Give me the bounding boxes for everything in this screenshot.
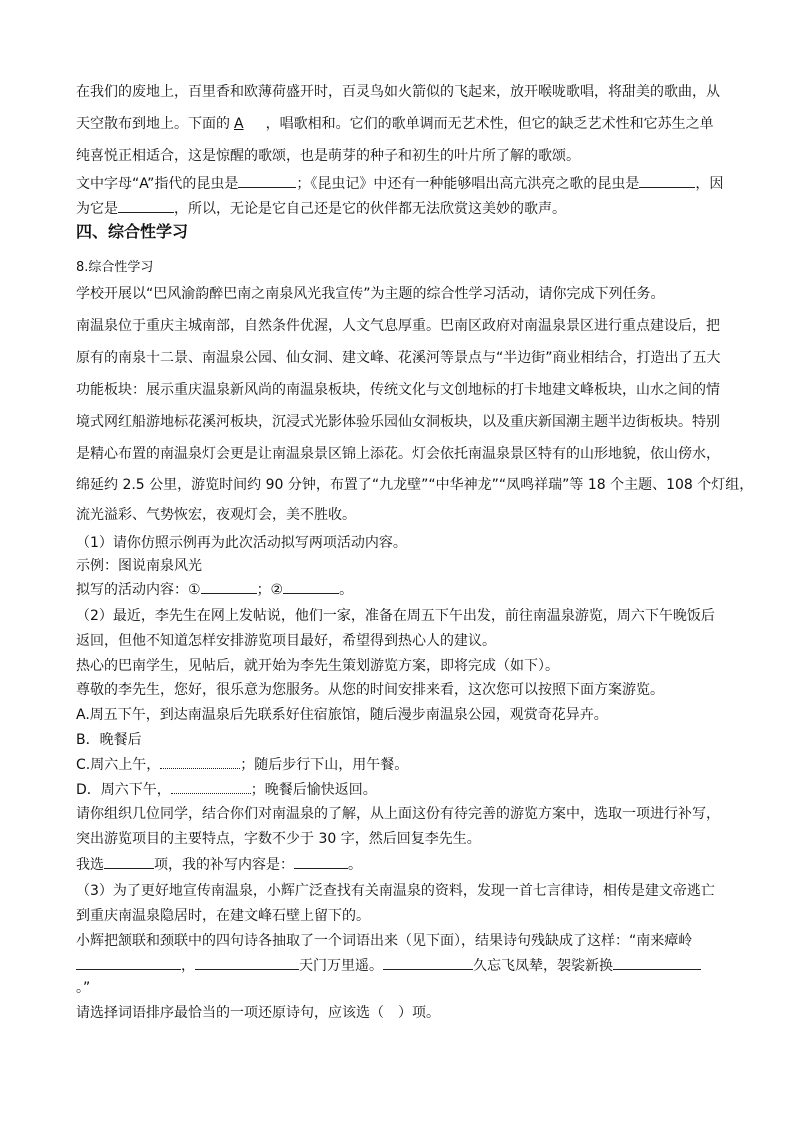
poem-text: ， <box>181 958 195 974</box>
subquestion-3-line-1 <box>76 878 726 904</box>
subquestion-3-line-2 <box>76 903 726 929</box>
material-text: 绵延约 2.5 公里，游览时间约 90 分钟，布置了“九龙壁”“中华神龙”“凤鸣祥瑞”等 18 个主题、108 个灯组， <box>76 477 754 493</box>
requirement-line-2 <box>76 826 726 852</box>
plan-text: A.周五下午，到达南温泉后先联系好住宿旅馆，随后漫步南温泉公园，观赏奇花异卉。 <box>76 707 608 723</box>
plan-option-c <box>76 752 726 778</box>
requirement-text: 突出游览项目的主要特点，字数不少于 30 字，然后回复李先生。 <box>76 831 481 847</box>
question-text: ，所以，无论是它自己还是它的伙伴都无法欣赏这美妙的歌声。 <box>174 201 566 217</box>
answer-prompt: 我选 <box>76 857 104 873</box>
section-heading: 四、综合性学习 <box>76 222 189 241</box>
answer-blank[interactable] <box>283 579 339 594</box>
answer-prompt: 。 <box>348 857 362 873</box>
passage-text: 在我们的废地上，百里香和欧薄荷盛开时，百灵鸟如火箭似的飞起来，放开喉咙歌唱，将甜美的歌曲，从 <box>76 84 720 100</box>
plan-option-d <box>76 777 726 803</box>
question-number: 8.综合性学习 <box>76 260 154 275</box>
material-text: 原有的南泉十二景、南温泉公园、仙女洞、建文峰、花溪河等景点与“半边街”商业相结合，打造出了五大 <box>76 350 721 366</box>
subquestion-text: 热心的巴南学生，见帖后，就开始为李先生策划游览方案，即将完成（如下）。 <box>76 658 559 674</box>
subquestion-text: （1）请你仿照示例再为此次活动拟写两项活动内容。 <box>76 535 407 551</box>
passage-line-1 <box>76 79 726 105</box>
answer-blank[interactable] <box>104 854 154 869</box>
subquestion-text: 到重庆南温泉隐居时，在建文峰石壁上留下的。 <box>76 908 370 924</box>
subquestion-2-line-4 <box>76 677 726 703</box>
answer-prompt: ；② <box>256 582 284 598</box>
poem-text: 久忘飞凤辇， <box>473 958 557 974</box>
question-text: 文中字母“A”指代的昆虫是 <box>76 176 239 192</box>
answer-blank[interactable] <box>201 579 257 594</box>
plan-text: D．周六下午， <box>76 782 171 798</box>
subquestion-3-line-3 <box>76 928 726 954</box>
answer-line-2 <box>76 852 726 878</box>
question-label <box>76 255 726 281</box>
answer-prompt: 项，我的补写内容是： <box>154 857 294 873</box>
material-text: 流光溢彩、气势恢宏，夜观灯会，美不胜收。 <box>76 507 356 523</box>
poem-line-end <box>76 975 726 1001</box>
subquestion-2-line-3 <box>76 653 726 679</box>
poem-text: 袈裟新换 <box>557 958 613 974</box>
material-line-3 <box>76 377 726 403</box>
question-text: 为它是 <box>76 201 118 217</box>
answer-prompt: 拟写的活动内容：① <box>76 582 201 598</box>
poem-text: 。” <box>76 980 91 996</box>
requirement-line-1 <box>76 801 726 827</box>
plan-text: C.周六上午， <box>76 757 161 773</box>
example-line <box>76 553 726 579</box>
answer-blank[interactable] <box>294 854 348 869</box>
passage-text: ，唱歌相和。它们的歌单调而无艺术性，但它的缺乏艺术性和它苏生之单 <box>265 116 714 132</box>
letter-a-marker: A <box>234 116 244 132</box>
answer-blank[interactable] <box>238 173 296 188</box>
passage-text: 天空散布到地上。下面的 <box>76 116 230 132</box>
subquestion-text: 返回，但他不知道怎样安排游览项目最好，希望得到热心人的建议。 <box>76 633 496 649</box>
subquestion-2-line-1 <box>76 603 726 629</box>
plan-option-a <box>76 702 726 728</box>
material-line-1 <box>76 313 726 339</box>
passage-line-2 <box>76 111 726 137</box>
material-text: 境式网红船游地标花溪河板块，沉浸式光影体验乐园仙女洞板块，以及重庆新国潮主题半边街板块。特别 <box>76 414 720 430</box>
requirement-text: 请你组织几位同学，结合你们对南温泉的了解，从上面这份有待完善的游览方案中，选取一项进行补写， <box>76 806 720 822</box>
subquestion-text: （3）为了更好地宣传南温泉，小辉广泛查找有关南温泉的资料，发现一首七言律诗，相传是建文帝逃亡 <box>76 883 715 899</box>
answer-blank[interactable] <box>160 754 240 769</box>
question-text: ，因 <box>695 176 724 192</box>
plan-text: ；晚餐后愉快返回。 <box>250 782 377 798</box>
material-line-5 <box>76 441 726 467</box>
passage-text: 纯喜悦正相适合，这是惊醒的歌颂，也是萌芽的种子和初生的叶片所了解的歌颂。 <box>76 148 580 164</box>
answer-prompt: 。 <box>339 582 354 598</box>
poem-blank[interactable] <box>383 955 473 970</box>
poem-blank[interactable] <box>195 955 299 970</box>
question-text: ；《昆虫记》中还有一种能够唱出高亢洪亮之歌的昆虫是 <box>296 176 640 192</box>
answer-blank[interactable] <box>171 779 251 794</box>
answer-blank[interactable] <box>639 173 695 188</box>
material-line-7 <box>76 502 726 528</box>
subquestion-text: 尊敬的李先生，您好，很乐意为您服务。从您的时间安排来看，这次您可以按照下面方案游览。 <box>76 682 664 698</box>
poem-blank[interactable] <box>76 955 181 970</box>
question-line-1 <box>76 171 726 197</box>
subquestion-text: （2）最近，李先生在网上发帖说，他们一家，准备在周五下午出发，前往南温泉游览，周六下午晚饭后 <box>76 608 715 624</box>
subquestion-2-line-2 <box>76 628 726 654</box>
passage-line-3 <box>76 143 726 169</box>
example-text: 示例：图说南泉风光 <box>76 558 202 574</box>
answer-blank[interactable] <box>118 198 174 213</box>
answer-line-1 <box>76 577 726 603</box>
subquestion-text: 小辉把颔联和颈联中的四句诗各抽取了一个词语出来（见下面），结果诗句残缺成了这样：“南来瘴岭 <box>76 933 693 949</box>
material-text: 南温泉位于重庆主城南部，自然条件优渥，人文气息厚重。巴南区政府对南温泉景区进行重点建设后，把 <box>76 318 720 334</box>
material-text: 是精心布置的南温泉灯会更是让南温泉景区锦上添花。灯会依托南温泉景区特有的山形地貌，依山傍水， <box>76 446 720 462</box>
choose-line <box>76 1000 726 1026</box>
material-line-2 <box>76 345 726 371</box>
material-text: 功能板块：展示重庆温泉新风尚的南温泉板块，传统文化与文创地标的打卡地建文峰板块，山水之间的情 <box>76 382 720 398</box>
material-line-4 <box>76 409 726 435</box>
choose-text: 请选择词语排序最恰当的一项还原诗句，应该选（ ）项。 <box>76 1005 440 1021</box>
plan-text: B．晚餐后 <box>76 732 142 748</box>
intro-text: 学校开展以“巴风渝韵醉巴南之南泉风光我宣传”为主题的综合性学习活动，请你完成下列任务。 <box>76 286 665 302</box>
intro-line <box>76 281 726 307</box>
plan-option-b <box>76 727 726 753</box>
poem-text: 天门万里遥。 <box>299 958 383 974</box>
plan-text: ；随后步行下山，用午餐。 <box>240 757 409 773</box>
material-line-6 <box>76 472 754 498</box>
poem-blank[interactable] <box>613 955 701 970</box>
